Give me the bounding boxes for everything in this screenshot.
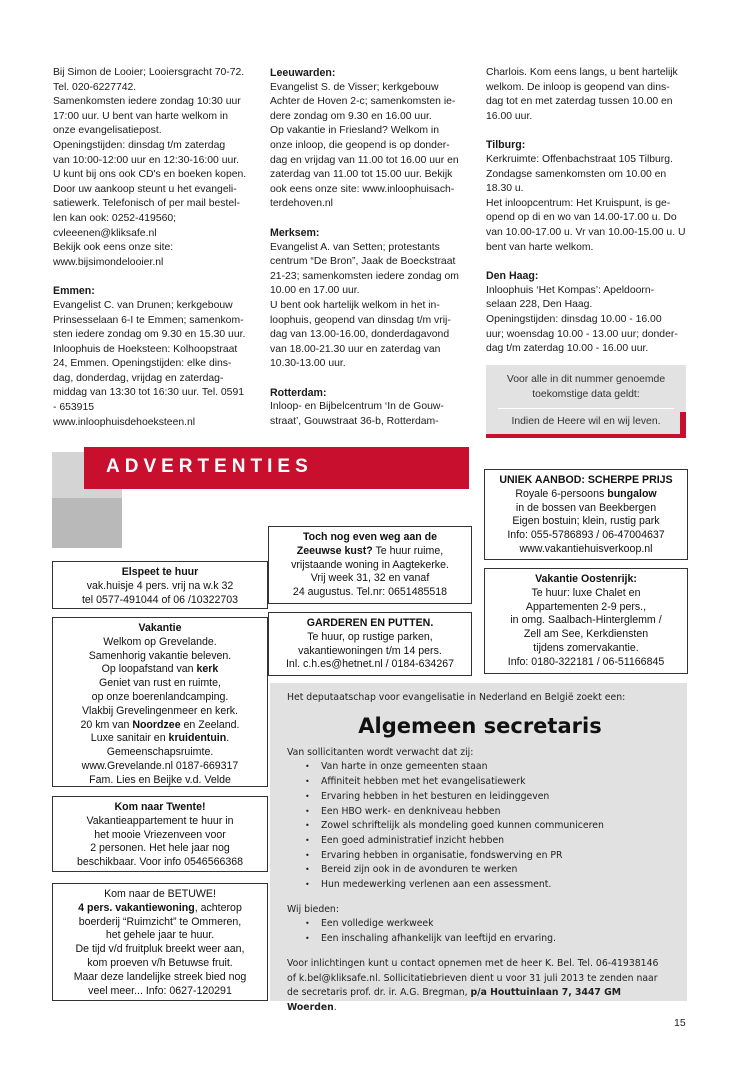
ad-uniek-line: www.vakantiehuisverkoop.nl	[519, 542, 653, 555]
denhaag-heading: Den Haag:	[486, 270, 539, 283]
ad-zeeuwse-kust	[268, 526, 472, 604]
job-ad-secretaris	[270, 683, 687, 1013]
ad-oostenrijk-line: Zell am See, Kerkdiensten	[523, 628, 649, 641]
ad-twente-title: Kom naar Twente!	[114, 801, 206, 813]
list-item: • Van harte in onze gemeenten staan	[305, 760, 673, 775]
ad-vakantie-grevelande	[52, 617, 268, 787]
leeuwarden-text: Evangelist S. de Visser; kerkgebouw Achter de Hoven 2-c; samenkomsten ie- dere zondag om 9.30 en 16.00 uur. Op vakantie in Friesland? Welkom in onze inloop, die geopend is op donder- dag en vrijdag van 11.00 tot 16.00 uur en zaterdag van 11.00 tot 15.00 uur. Bekijk ook eens onze site: www.inloophuisach- terdehoven.nl	[270, 81, 459, 210]
tilburg-section	[486, 138, 688, 255]
ad-oostenrijk-line: Info: 0180-322181 / 06-51166845	[507, 655, 665, 668]
ad-zeeuwse-title: Toch nog even weg aan de	[302, 531, 437, 543]
ad-betuwe-line: Maar deze landelijke streek bied nog	[73, 970, 247, 983]
ad-betuwe-line: veel meer... Info: 0627-120291	[88, 984, 232, 997]
ad-elspeet-line: vak.huisje 4 pers. vrij na w.k 32	[86, 579, 234, 592]
ad-uniek-title: UNIEK AANBOD: SCHERPE PRIJS	[499, 474, 673, 486]
merksem-section	[270, 226, 470, 372]
ad-zeeuwse-line: vrijstaande woning in Aagtekerke.	[291, 558, 449, 571]
ad-vakantie-line: Fam. Lies en Beijke v.d. Velde	[89, 773, 231, 786]
announcement-line-3: Indien de Heere wil en wij leven.	[511, 416, 661, 428]
column-left	[53, 66, 258, 430]
ad-garderen-line: Inl. c.h.es@hetnet.nl / 0184-634267	[285, 658, 454, 671]
announcement-line-1: Voor alle in dit nummer genoemde	[506, 374, 666, 385]
announcement-accent-horizontal	[486, 434, 686, 438]
announcement-divider	[498, 408, 674, 409]
ad-oostenrijk	[484, 568, 688, 674]
ad-zeeuwse-line: 24 augustus. Tel.nr: 0651485518	[292, 586, 448, 599]
advertenties-banner: ADVERTENTIES	[84, 447, 469, 489]
denhaag-section	[486, 269, 688, 357]
merksem-text: Evangelist A. van Setten; protestants centrum “De Bron”, Jaak de Boeckstraat 21-23; samenkomsten iedere zondag om 10.00 en 17.00 uur. U bent ook hartelijk welkom in het in- loophuis, geopend van dinsdag t/m vrij- dag van 13.00-16.00, donderdagavond van 18.00-21.30 uur en zaterdag van 10.30-13.00 uur.	[270, 241, 459, 370]
ad-uniek-line: Info: 055-5786893 / 06-47004637	[507, 529, 665, 542]
ad-elspeet-line: tel 0577-491044 of 06 /10322703	[81, 593, 239, 606]
list-item: • Hun medewerking verlenen aan een assessment.	[305, 878, 673, 893]
list-item: • Ervaring hebben in het besturen en leidinggeven	[305, 790, 673, 805]
ad-twente-line: Vakantieappartement te huur in	[86, 814, 234, 827]
tilburg-heading: Tilburg:	[486, 139, 526, 152]
job-expect-heading: Van sollicitanten wordt verwacht dat zij:	[287, 746, 474, 758]
ad-betuwe-line: De tijd v/d fruitpluk breekt weer aan,	[75, 943, 245, 956]
job-title: Algemeen secretaris	[358, 713, 602, 738]
list-item: • Bereid zijn ook in de avonduren te werken	[305, 863, 673, 878]
list-item: • Een goed administratief inzicht hebben	[305, 834, 673, 849]
amsterdam-text: Bij Simon de Looier; Looiersgracht 70-72. Tel. 020-6227742. Samenkomsten iedere zondag 10:30 uur 17:00 uur. U bent van harte welkom in onze evangelisatiepost. Openingstijden: dinsdag t/m zaterdag van 10:00-12:00 uur en 12:30-16:00 uur. U kunt bij ons ook CD's en boeken kopen. Door uw aankoop steunt u het evangeli- satiewerk. Telefonisch of per mail bestel- len kan ook: 0252-419560; cvleeenen@kliksafe.nl Bekijk ook eens onze site: www.bijsimondelooier.nl	[53, 67, 247, 268]
column-right	[486, 66, 688, 357]
leeuwarden-section	[270, 66, 470, 212]
rotterdam-text: Inloop- en Bijbelcentrum ‘In de Gouw- straat’, Gouwstraat 36-b, Rotterdam-	[270, 401, 444, 428]
ad-elspeet	[52, 561, 268, 609]
ad-vakantie-line: Samenhorig vakantie beleven.	[88, 649, 232, 662]
ad-vakantie-line: 20 km van Noordzee en Zeeland.	[80, 718, 240, 731]
ad-elspeet-title: Elspeet te huur	[121, 566, 199, 578]
ad-betuwe-line: het gehele jaar te huur.	[105, 929, 215, 942]
ad-oostenrijk-line: tijdens zomervakantie.	[533, 641, 639, 654]
list-item: • Ervaring hebben in organisatie, fondswerving en PR	[305, 849, 673, 864]
ad-uniek-aanbod	[484, 469, 688, 560]
ad-betuwe-line: kom proeven v/h Betuwse fruit.	[87, 956, 233, 969]
ad-betuwe-line: Kom naar de BETUWE!	[104, 888, 216, 900]
ad-garderen	[268, 612, 472, 676]
ad-garderen-line: Te huur, op rustige parken,	[307, 630, 433, 643]
ad-vakantie-line: Op loopafstand van kerk	[101, 663, 219, 676]
merksem-heading: Merksem:	[270, 226, 320, 239]
ad-vakantie-line: Gemeenschapsruimte.	[106, 746, 214, 759]
ad-uniek-line: in de bossen van Beekbergen	[515, 501, 657, 514]
list-item: • Een volledige werkweek	[305, 917, 673, 932]
ad-vakantie-line: www.Grevelande.nl 0187-669317	[81, 759, 239, 772]
rotterdam-section	[270, 386, 470, 430]
denhaag-text: Inloophuis ‘Het Kompas’: Apeldoorn- selaan 228, Den Haag. Openingstijden: dinsdag 10.00 - 16.00 uur; woensdag 10.00 - 13.00 uur; donder- dag t/m zaterdag 10.00 - 16.00 uur.	[486, 284, 678, 355]
ad-uniek-line: Royale 6-persoons bungalow	[515, 487, 657, 500]
ad-twente	[52, 796, 268, 872]
ad-vakantie-line: Luxe sanitair en kruidentuin.	[90, 732, 230, 745]
ad-zeeuwse-line: Zeeuwse kust? Te huur ruime,	[296, 544, 444, 557]
page-number: 15	[674, 1017, 686, 1029]
ad-betuwe	[52, 883, 268, 1001]
announcement-line-2: toekomstige data geldt:	[532, 388, 640, 400]
ad-betuwe-line: 4 pers. vakantiewoning, achterop	[78, 901, 242, 914]
job-info-line-2: of k.bel@kliksafe.nl. Sollicitatiebrieven dient u voor 31 juli 2013 te zenden naar	[287, 972, 658, 984]
job-offer-list	[305, 917, 673, 946]
list-item: • Affiniteit hebben met het evangelisatiewerk	[305, 775, 673, 790]
rotterdam-heading: Rotterdam:	[270, 386, 327, 399]
emmen-heading: Emmen:	[53, 285, 95, 298]
emmen-section	[53, 284, 258, 430]
ad-garderen-title: GARDEREN EN PUTTEN.	[306, 617, 434, 629]
ad-vakantie-line: op onze boerenlandcamping.	[91, 690, 229, 703]
job-info-line-3: de secretaris prof. dr. ir. A.G. Bregman, p/a Houttuinlaan 7, 3447 GM Woerden.	[287, 987, 622, 1013]
column-middle	[270, 66, 470, 430]
emmen-text: Evangelist C. van Drunen; kerkgebouw Prinsesselaan 6-I te Emmen; samenkom- sten iedere zondag om 9.30 en 15.30 uur. Inloophuis de Hoeksteen: Kolhoopstraat 24, Emmen. Openingstijden: elke dins- dag, donderdag, vrijdag en zaterdag- middag van 13:30 tot 16:30 uur. Tel. 0591 - 653915 www.inloophuisdehoeksteen.nl	[53, 299, 246, 428]
ad-uniek-line: Eigen bostuin; klein, rustig park	[512, 515, 660, 528]
ad-twente-line: het mooie Vriezenveen voor	[94, 828, 226, 841]
ad-vakantie-line: Welkom op Grevelande.	[103, 635, 217, 648]
job-intro: Het deputaatschap voor evangelisatie in Nederland en België zoekt een:	[287, 692, 626, 703]
ad-vakantie-line: Vlakbij Grevelingenmeer en kerk.	[81, 704, 239, 717]
job-info-line-1: Voor inlichtingen kunt u contact opnemen met de heer K. Bel. Tel. 06-41938146	[287, 957, 659, 969]
leeuwarden-heading: Leeuwarden:	[270, 67, 336, 79]
ad-oostenrijk-line: in omg. Saalbach-Hinterglemm /	[510, 614, 662, 627]
list-item: • Een HBO werk- en denkniveau hebben	[305, 805, 673, 820]
tilburg-text: Kerkruimte: Offenbachstraat 105 Tilburg. Zondagse samenkomsten om 10.00 en 18.30 u. Het inloopcentrum: Het Kruispunt, is ge- opend op di en wo van 14.00-17.00 u. Do van 10.00-17.00 u. Vr van 10.00-15.00 u. U bent van harte welkom.	[486, 153, 686, 253]
ad-garderen-line: vakantiewoningen t/m 14 pers.	[298, 644, 442, 657]
announcement-box	[486, 365, 686, 435]
ad-zeeuwse-line: Vrij week 31, 32 en vanaf	[310, 572, 430, 585]
ad-oostenrijk-title: Vakantie Oostenrijk:	[535, 573, 637, 585]
ad-twente-line: 2 personen. Het hele jaar nog	[90, 842, 230, 855]
ad-vakantie-line: Geniet van rust en ruimte,	[99, 677, 221, 690]
job-requirements-list	[305, 760, 673, 892]
banner-decor-dark	[52, 498, 122, 548]
ad-oostenrijk-line: Te huur: luxe Chalet en	[531, 586, 641, 599]
job-offer-heading: Wij bieden:	[287, 903, 339, 915]
rotterdam-continued-text: Charlois. Kom eens langs, u bent hartelijk welkom. De inloop is geopend van dins- dag tot en met zaterdag tussen 10.00 en 16.00 uur.	[486, 67, 678, 122]
ad-betuwe-line: boerderij “Ruimzicht” te Ommeren,	[78, 915, 242, 928]
list-item: • Een inschaling afhankelijk van leeftijd en ervaring.	[305, 932, 673, 947]
ad-vakantie-title: Vakantie	[138, 622, 182, 634]
ad-twente-line: beschikbaar. Voor info 0546566368	[76, 856, 244, 869]
ad-oostenrijk-line: Appartementen 2-9 pers.,	[525, 600, 647, 613]
list-item: • Zowel schriftelijk als mondeling goed kunnen communiceren	[305, 819, 673, 834]
